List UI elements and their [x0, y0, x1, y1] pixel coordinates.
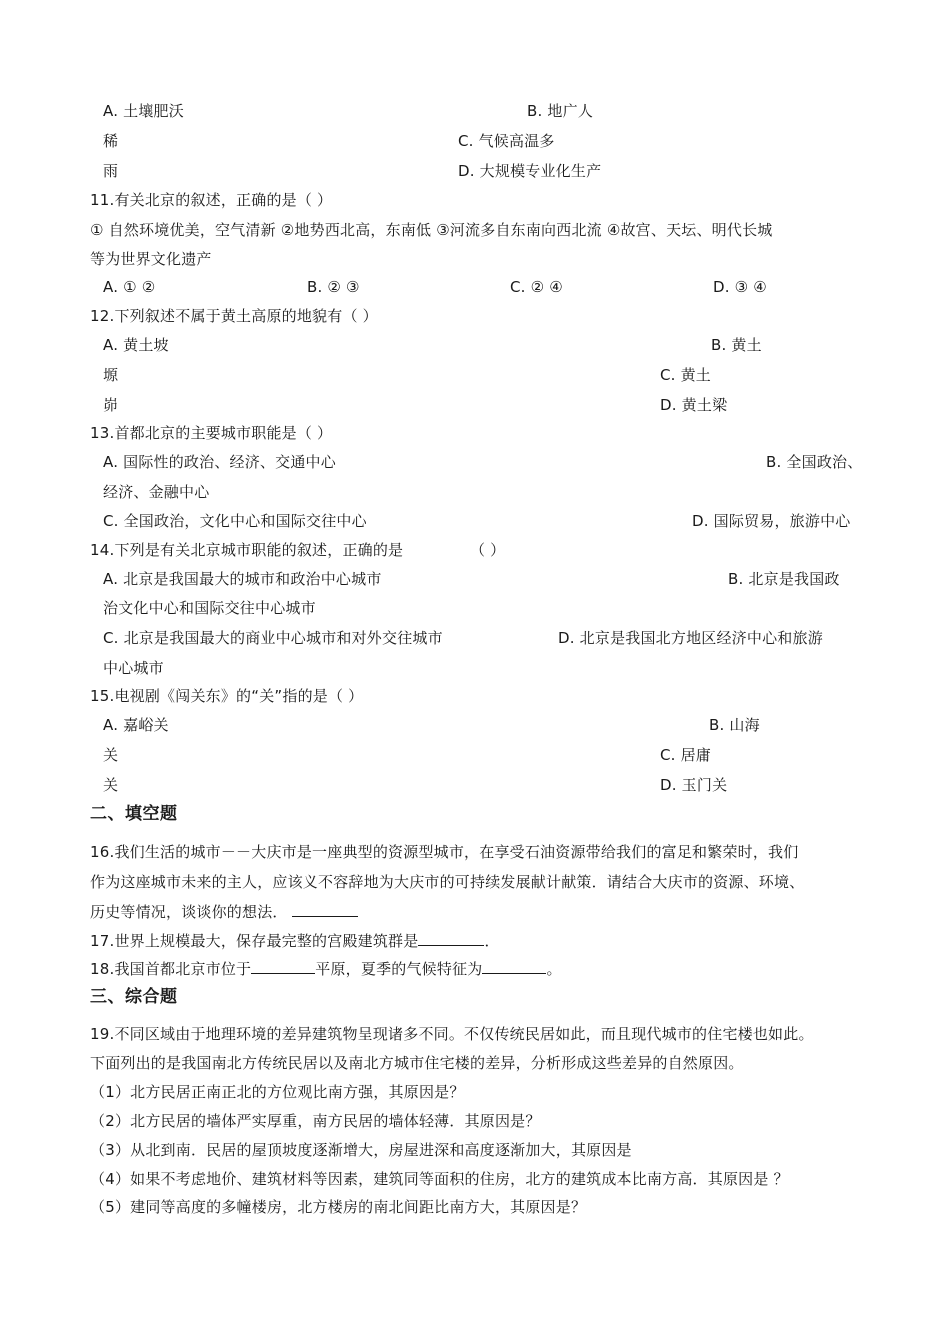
q17-line — [90, 931, 500, 951]
q14-option-d: D. 北京是我国北方地区经济中心和旅游 — [558, 629, 823, 647]
q19-sub1: （1）北方民居正南正北的方位观比南方强，其原因是？ — [90, 1083, 465, 1101]
q13-option-b: B. 全国政治、 — [766, 453, 863, 471]
section-title-fill-in: 二、填空题 — [90, 804, 178, 824]
answer-blank[interactable] — [292, 902, 358, 917]
q15-stem: 15.电视剧《闯关东》的“关”指的是（ ） — [90, 687, 364, 705]
q15-option-d: D. 玉门关 — [660, 776, 728, 794]
q11-option-c: C. ② ④ — [510, 278, 563, 296]
q18-text-b: 平原，夏季的气候特征为 — [315, 960, 483, 978]
q14-stem-paren: （ ） — [470, 541, 506, 559]
q11-option-a: A. ① ② — [103, 278, 156, 296]
q19-sub3: （3）从北到南．民居的屋顶坡度逐渐增大，房屋进深和高度逐渐加大，其原因是 — [90, 1141, 632, 1159]
q11-items-line2: 等为世界文化遗产 — [90, 250, 212, 268]
q14-option-d-cont: 中心城市 — [103, 659, 164, 677]
q18-line — [90, 959, 562, 979]
q12-option-d: D. 黄土梁 — [660, 396, 728, 414]
answer-blank[interactable] — [251, 959, 315, 974]
q10-option-c: C. 气候高温多 — [458, 132, 555, 150]
q14-option-b-cont: 治文化中心和国际交往中心城市 — [103, 599, 316, 617]
q11-option-d: D. ③ ④ — [713, 278, 767, 296]
q19-line1: 19.不同区域由于地理环境的差异建筑物呈现诸多不同。不仅传统民居如此，而且现代城市的住宅楼也如此。 — [90, 1025, 814, 1043]
q12-option-b: B. 黄土 — [711, 336, 762, 354]
q12-option-c: C. 黄土 — [660, 366, 712, 384]
q15-option-b: B. 山海 — [709, 716, 760, 734]
q14-option-a: A. 北京是我国最大的城市和政治中心城市 — [103, 570, 382, 588]
q16-line3-text: 历史等情况，谈谈你的想法． — [90, 903, 288, 921]
q11-option-b: B. ② ③ — [307, 278, 360, 296]
answer-blank[interactable] — [418, 931, 484, 946]
q14-option-c: C. 北京是我国最大的商业中心城市和对外交往城市 — [103, 629, 443, 647]
q18-tail: 。 — [546, 960, 562, 978]
q16-line3 — [90, 902, 358, 922]
q19-sub4: （4）如果不考虑地价、建筑材料等因素，建筑同等面积的住房，北方的建筑成本比南方高．其原因是 ？ — [90, 1170, 789, 1188]
q15-option-a: A. 嘉峪关 — [103, 716, 169, 734]
q17-tail: ． — [484, 932, 500, 950]
q10-option-d: D. 大规模专业化生产 — [458, 162, 602, 180]
q13-stem: 13.首都北京的主要城市职能是（ ） — [90, 424, 333, 442]
q10-option-c-cont: 雨 — [103, 162, 119, 180]
q11-stem: 11.有关北京的叙述，正确的是（ ） — [90, 191, 333, 209]
section-title-comprehensive: 三、综合题 — [90, 987, 178, 1007]
q13-option-a: A. 国际性的政治、经济、交通中心 — [103, 453, 336, 471]
q18-text-a: 18.我国首都北京市位于 — [90, 960, 252, 978]
q16-line1: 16.我们生活的城市－－大庆市是一座典型的资源型城市，在享受石油资源带给我们的富足和繁荣时，我们 — [90, 843, 799, 861]
answer-blank[interactable] — [482, 959, 546, 974]
q19-sub5: （5）建同等高度的多幢楼房，北方楼房的南北间距比南方大，其原因是？ — [90, 1198, 587, 1216]
q12-option-a: A. 黄土坡 — [103, 336, 169, 354]
q13-option-b-cont: 经济、金融中心 — [103, 483, 210, 501]
q14-stem: 14.下列是有关北京城市职能的叙述，正确的是 — [90, 541, 404, 559]
q14-option-b: B. 北京是我国政 — [728, 570, 840, 588]
q10-option-b-cont: 稀 — [103, 132, 119, 150]
q16-line2: 作为这座城市未来的主人，应该义不容辞地为大庆市的可持续发展献计献策．请结合大庆市的资源、环境、 — [90, 873, 805, 891]
q15-option-c-cont: 关 — [103, 776, 119, 794]
q12-option-c-cont: 峁 — [103, 396, 119, 414]
q13-option-d: D. 国际贸易，旅游中心 — [692, 512, 851, 530]
q17-text: 17.世界上规模最大，保存最完整的宫殿建筑群是 — [90, 932, 419, 950]
q19-line2: 下面列出的是我国南北方传统民居以及南北方城市住宅楼的差异，分析形成这些差异的自然原因。 — [90, 1054, 744, 1072]
q11-items-line1: ① 自然环境优美，空气清新 ②地势西北高，东南低 ③河流多自东南向西北流 ④故宫、天坛、明代长城 — [90, 221, 773, 239]
q10-option-b: B. 地广人 — [527, 102, 594, 120]
q12-option-b-cont: 塬 — [103, 366, 119, 384]
q13-option-c: C. 全国政治，文化中心和国际交往中心 — [103, 512, 367, 530]
q10-option-a: A. 土壤肥沃 — [103, 102, 184, 120]
q12-stem: 12.下列叙述不属于黄土高原的地貌有（ ） — [90, 307, 378, 325]
q15-option-b-cont: 关 — [103, 746, 119, 764]
q15-option-c: C. 居庸 — [660, 746, 712, 764]
q19-sub2: （2）北方民居的墙体严实厚重，南方民居的墙体轻薄．其原因是？ — [90, 1112, 541, 1130]
